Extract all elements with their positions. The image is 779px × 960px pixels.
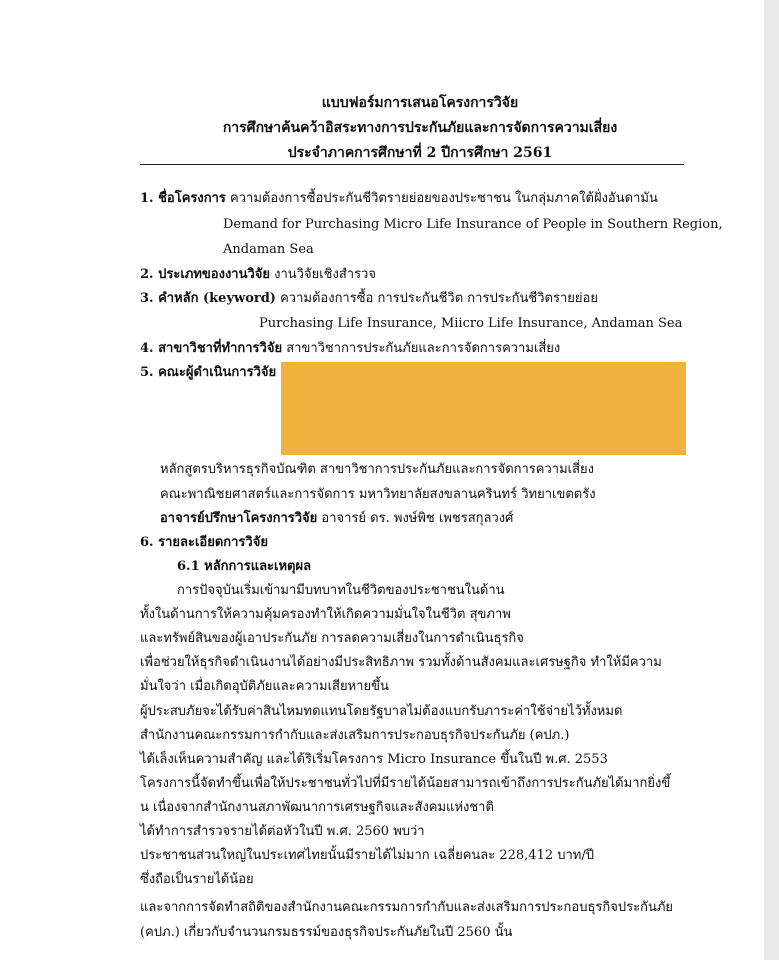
body-line: และทรัพย์สินของผู้เอาประกันภัย การลดความเสี่ยงในการดำเนินธุรกิจ xyxy=(140,631,524,646)
section-3-text: ความต้องการซื้อ การประกันชีวิต การประกันชีวิตรายย่อย xyxy=(275,291,598,306)
semester-title: ประจำภาคการศึกษาที่ 2 ปีการศึกษา 2561 xyxy=(287,145,553,161)
body-line: ได้เล็งเห็นความสำคัญ และได้ริเริ่มโครงการ Micro Insurance ขึ้นในปี พ.ศ. 2553 xyxy=(140,752,608,767)
advisor-label: อาจารย์ปรึกษาโครงการวิจัย xyxy=(160,511,318,526)
body-line: ผู้ประสบภัยจะได้รับค่าสินไหมทดแทนโดยรัฐบาลไม่ต้องแบกรับภาระค่าใช้จ่ายไว้ทั้งหมด xyxy=(140,704,623,719)
section-1-english-2: Andaman Sea xyxy=(223,242,314,257)
body-line: ซึ่งถือเป็นรายได้น้อย xyxy=(140,872,254,887)
section-2-research-type xyxy=(140,266,376,284)
body-line: สำนักงานคณะกรรมการกำกับและส่งเสริมการประกอบธุรกิจประกันภัย (คปภ.) xyxy=(140,728,570,743)
body-line: เพื่อช่วยให้ธุรกิจดำเนินงานได้อย่างมีประสิทธิภาพ รวมทั้งด้านสังคมและเศรษฐกิจ ทำให้มีความ xyxy=(140,655,662,670)
page-edge xyxy=(764,0,779,960)
section-5-advisor xyxy=(160,510,513,528)
section-3-keywords xyxy=(140,290,598,308)
body-line: ได้ทำการสำรวจรายได้ต่อหัวในปี พ.ศ. 2560 พบว่า xyxy=(140,824,425,839)
section-3-english: Purchasing Life Insurance, Miicro Life Insurance, Andaman Sea xyxy=(259,316,683,331)
section-2-text: งานวิจัยเชิงสำรวจ xyxy=(270,267,376,282)
redacted-block xyxy=(281,362,686,455)
section-6-label: 6. รายละเอียดการวิจัย xyxy=(140,535,268,550)
section-1-english-1: Demand for Purchasing Micro Life Insurance of People in Southern Region, xyxy=(223,217,723,232)
body-line: น เนื่องจากสำนักงานสภาพัฒนาการเศรษฐกิจและสังคมแห่งชาติ xyxy=(140,800,494,815)
body-line: (คปภ.) เกี่ยวกับจำนวนกรมธรรม์ของธุรกิจประกันภัยในปี 2560 นั้น xyxy=(140,925,513,940)
section-5-program: หลักสูตรบริหารธุรกิจบัณฑิต สาขาวิชาการประกันภัยและการจัดการความเสี่ยง xyxy=(160,462,594,477)
section-1-label: 1. ชื่อโครงการ xyxy=(140,191,226,206)
course-title: การศึกษาค้นคว้าอิสระทางการประกันภัยและการจัดการความเสี่ยง xyxy=(222,120,618,136)
section-6-1-heading: 6.1 หลักการและเหตุผล xyxy=(177,559,312,574)
header-divider xyxy=(140,164,684,165)
section-4-text: สาขาวิชาการประกันภัยและการจัดการความเสี่ยง xyxy=(282,341,561,356)
body-line: การปัจจุบันเริ่มเข้ามามีบทบาทในชีวิตของประชาชนในด้าน xyxy=(177,583,505,598)
section-4-label: 4. สาขาวิชาที่ทำการวิจัย xyxy=(140,341,283,356)
advisor-name: อาจารย์ ดร. พงษ์พิช เพชรสกุลวงศ์ xyxy=(317,511,514,526)
section-5-label: 5. คณะผู้ดำเนินการวิจัย xyxy=(140,365,277,380)
section-1-project-name xyxy=(140,190,658,208)
body-line: โครงการนี้จัดทำขึ้นเพื่อให้ประชาชนทั่วไปที่มีรายได้น้อยสามารถเข้าถึงการประกันภัยได้มากยิ่งขึ้ xyxy=(140,776,671,791)
section-4-field xyxy=(140,340,560,358)
body-line: ประชาชนส่วนใหญ่ในประเทศไทยนั้นมีรายได้ไม่มาก เฉลี่ยคนละ 228,412 บาท/ปี xyxy=(140,848,594,863)
section-1-text: ความต้องการซื้อประกันชีวิตรายย่อยของประชาชน ในกลุ่มภาคใต้ฝั่งอันดามัน xyxy=(225,191,658,206)
body-line: มั่นใจว่า เมื่อเกิดอุบัติภัยและความเสียหายขึ้น xyxy=(140,679,389,694)
body-line: ทั้งในด้านการให้ความคุ้มครองทำให้เกิดความมั่นใจในชีวิต สุขภาพ xyxy=(140,607,511,622)
body-line: และจากการจัดทำสถิติของสำนักงานคณะกรรมการกำกับและส่งเสริมการประกอบธุรกิจประกันภัย xyxy=(140,900,674,915)
section-2-label: 2. ประเภทของงานวิจัย xyxy=(140,267,271,282)
section-3-label: 3. คำหลัก (keyword) xyxy=(140,291,276,306)
form-title: แบบฟอร์มการเสนอโครงการวิจัย xyxy=(321,95,519,111)
section-5-faculty: คณะพาณิชยศาสตร์และการจัดการ มหาวิทยาลัยสงขลานครินทร์ วิทยาเขตตรัง xyxy=(160,487,596,502)
document-header xyxy=(150,91,690,166)
